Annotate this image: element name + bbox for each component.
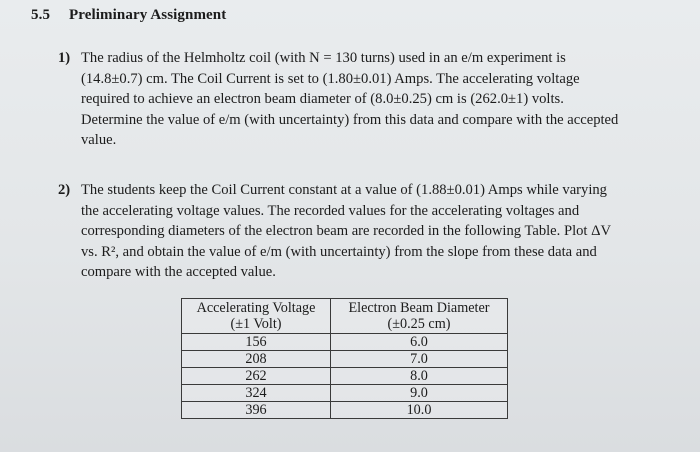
section-title: Preliminary Assignment: [69, 7, 227, 23]
question-2: [58, 180, 688, 283]
question-2-line: the accelerating voltage values. The recorded values for the accelerating voltages and: [81, 202, 580, 219]
question-2-number: 2): [58, 182, 71, 198]
column-header-voltage: [182, 299, 331, 334]
table-row: [182, 368, 508, 385]
question-1-text: [81, 48, 688, 151]
question-1: [58, 48, 688, 151]
question-2-line: The students keep the Coil Current constant at a value of (1.88±0.01) Amps while varying: [81, 182, 607, 198]
question-1-line: The radius of the Helmholtz coil (with N = 130 turns) used in an e/m experiment is: [81, 50, 566, 66]
voltage-cell: 262: [182, 368, 331, 385]
table-row: [182, 402, 508, 419]
diameter-cell: 10.0: [331, 402, 508, 419]
voltage-cell: 396: [182, 402, 331, 419]
question-2-line: corresponding diameters of the electron beam are recorded in the following Table. Plot ΔV: [81, 223, 612, 239]
section-heading: [31, 7, 226, 24]
section-number: 5.5: [31, 7, 51, 23]
table-header-row: [182, 299, 508, 334]
data-table: [181, 298, 508, 419]
column-header-diameter-uncertainty: (±0.25 cm): [387, 316, 451, 332]
question-1-line: required to achieve an electron beam diameter of (8.0±0.25) cm is (262.0±1) volts.: [81, 91, 564, 107]
table-row: [182, 351, 508, 368]
diameter-cell: 8.0: [331, 368, 508, 385]
diameter-cell: 7.0: [331, 351, 508, 368]
table-row: [182, 385, 508, 402]
diameter-cell: 9.0: [331, 385, 508, 402]
column-header-diameter: [331, 299, 508, 334]
voltage-cell: 156: [182, 334, 331, 351]
question-1-line: Determine the value of e/m (with uncertainty) from this data and compare with the accepted: [81, 111, 619, 128]
question-1-line: (14.8±0.7) cm. The Coil Current is set to (1.80±0.01) Amps. The accelerating voltage: [81, 70, 580, 87]
diameter-cell: 6.0: [331, 334, 508, 351]
question-1-number: 1): [58, 50, 71, 66]
column-header-diameter-title: Electron Beam Diameter: [348, 300, 490, 316]
question-1-line: value.: [81, 132, 117, 148]
column-header-voltage-uncertainty: (±1 Volt): [230, 316, 282, 332]
voltage-cell: 208: [182, 351, 331, 368]
question-2-line: vs. R², and obtain the value of e/m (with uncertainty) from the slope from these data and: [81, 243, 597, 260]
question-2-line: compare with the accepted value.: [81, 264, 276, 280]
table-row: [182, 334, 508, 351]
column-header-voltage-title: Accelerating Voltage: [196, 300, 316, 316]
question-2-text: [81, 180, 688, 283]
voltage-cell: 324: [182, 385, 331, 402]
